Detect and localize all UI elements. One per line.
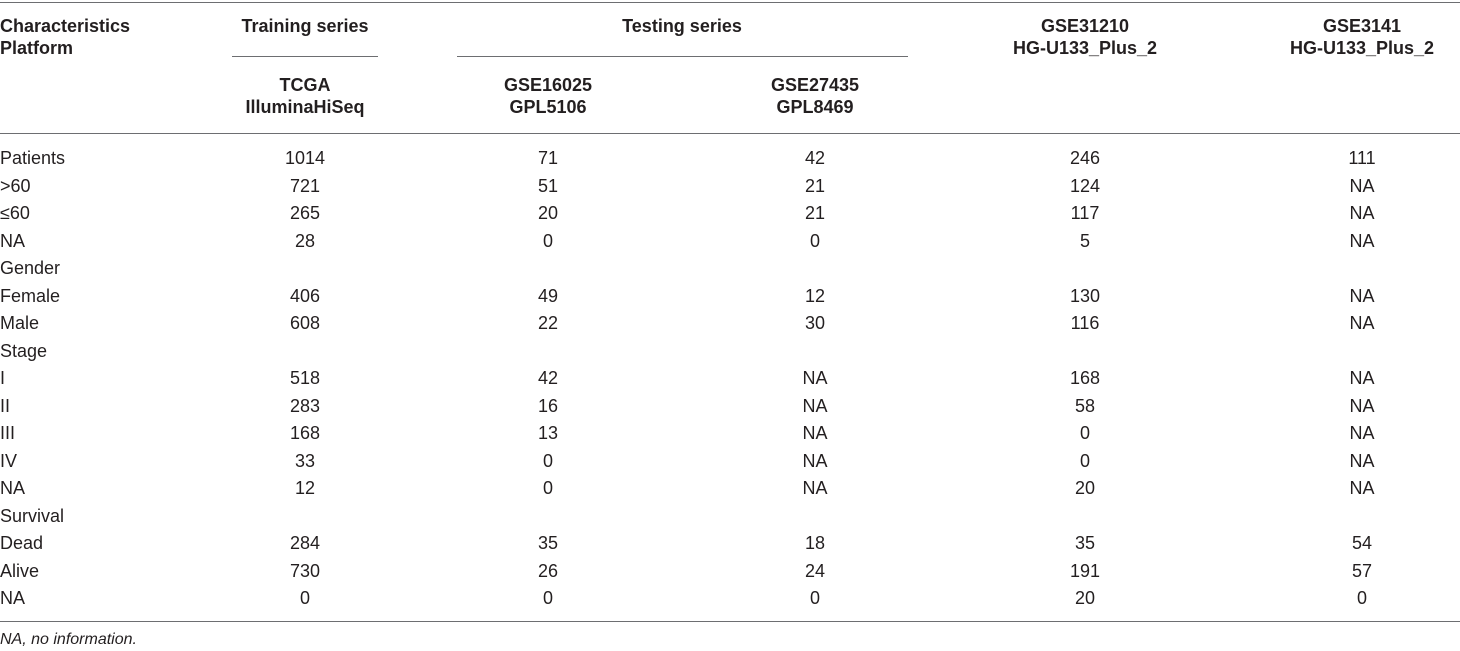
- table-footnote: NA, no information.: [0, 631, 137, 648]
- section-label: Stage: [0, 341, 48, 361]
- row-label: Patients: [0, 148, 66, 168]
- training-series-underline: [232, 56, 378, 57]
- cell-gse27435: 0: [809, 231, 820, 251]
- cell-gse31210: 117: [1070, 203, 1100, 223]
- cell-gse27435: NA: [802, 423, 828, 443]
- cell-gse31210: 124: [1069, 176, 1101, 196]
- row-label: IV: [0, 451, 18, 471]
- header-gse3141-name: GSE3141: [1322, 16, 1402, 36]
- header-gse31210-name: GSE31210: [1040, 16, 1130, 36]
- row-label: NA: [0, 231, 26, 251]
- cell-gse3141: NA: [1349, 396, 1375, 416]
- cell-gse3141: NA: [1349, 231, 1375, 251]
- header-gse31210: [985, 15, 1185, 59]
- header-tcga-name: TCGA: [279, 75, 331, 95]
- header-gse27435-name: GSE27435: [770, 75, 860, 95]
- cell-gse27435: 21: [804, 176, 826, 196]
- cell-tcga: 721: [289, 176, 321, 196]
- cell-gse3141: NA: [1349, 478, 1375, 498]
- header-gse16025-name: GSE16025: [503, 75, 593, 95]
- header-platform-label: Platform: [0, 38, 74, 58]
- cell-gse31210: 191: [1069, 561, 1101, 581]
- cell-gse27435: 30: [804, 313, 826, 333]
- cell-gse3141: NA: [1349, 451, 1375, 471]
- cell-tcga: 1014: [284, 148, 326, 168]
- cell-gse27435: NA: [802, 368, 828, 388]
- header-gse16025: [448, 74, 648, 118]
- row-label: III: [0, 423, 16, 443]
- header-bottom-rule: [0, 133, 1460, 134]
- cell-tcga: 265: [289, 203, 321, 223]
- cell-gse16025: 16: [537, 396, 559, 416]
- row-label: Alive: [0, 561, 40, 581]
- cell-gse3141: NA: [1349, 423, 1375, 443]
- row-label: NA: [0, 478, 26, 498]
- row-label: II: [0, 396, 11, 416]
- row-label: >60: [0, 176, 31, 196]
- row-label: I: [0, 368, 6, 388]
- cell-gse31210: 0: [1079, 451, 1090, 471]
- cell-gse31210: 168: [1069, 368, 1101, 388]
- testing-series-underline: [457, 56, 908, 57]
- cell-gse3141: 111: [1348, 148, 1376, 168]
- cell-gse31210: 5: [1079, 231, 1090, 251]
- cell-tcga: 283: [289, 396, 321, 416]
- cell-gse27435: 12: [804, 286, 826, 306]
- cell-gse3141: NA: [1349, 368, 1375, 388]
- cell-gse31210: 246: [1069, 148, 1101, 168]
- cell-gse16025: 13: [537, 423, 559, 443]
- cell-gse3141: 54: [1351, 533, 1373, 553]
- cell-gse3141: 0: [1356, 588, 1367, 608]
- cell-gse31210: 20: [1074, 478, 1096, 498]
- header-gse27435-platform: GPL8469: [776, 97, 854, 117]
- cell-tcga: 730: [289, 561, 321, 581]
- header-tcga: [205, 74, 405, 118]
- cell-tcga: 168: [289, 423, 321, 443]
- cell-gse16025: 22: [537, 313, 559, 333]
- cell-tcga: 33: [294, 451, 316, 471]
- cell-gse27435: 21: [804, 203, 826, 223]
- cell-tcga: 518: [289, 368, 321, 388]
- header-gse27435: [715, 74, 915, 118]
- cell-gse31210: 20: [1074, 588, 1096, 608]
- header-gse3141-platform: HG-U133_Plus_2: [1289, 38, 1435, 58]
- cell-gse27435: 24: [804, 561, 826, 581]
- row-label: NA: [0, 588, 26, 608]
- cell-gse27435: NA: [802, 478, 828, 498]
- cell-gse16025: 0: [542, 478, 553, 498]
- row-label: Male: [0, 313, 40, 333]
- cell-gse27435: 0: [809, 588, 820, 608]
- cell-gse16025: 42: [537, 368, 559, 388]
- cell-gse16025: 20: [537, 203, 559, 223]
- cell-gse16025: 71: [537, 148, 559, 168]
- row-label: ≤60: [0, 203, 30, 223]
- cell-gse16025: 26: [537, 561, 559, 581]
- cell-gse3141: NA: [1349, 286, 1375, 306]
- section-label: Survival: [0, 506, 65, 526]
- cell-gse3141: 57: [1351, 561, 1373, 581]
- header-gse31210-platform: HG-U133_Plus_2: [1012, 38, 1158, 58]
- cell-gse31210: 0: [1079, 423, 1090, 443]
- cell-gse3141: NA: [1349, 203, 1375, 223]
- cell-gse16025: 49: [537, 286, 559, 306]
- cell-gse27435: 18: [804, 533, 826, 553]
- cell-tcga: 406: [289, 286, 321, 306]
- section-label: Gender: [0, 258, 61, 278]
- cell-gse16025: 0: [542, 588, 553, 608]
- cell-tcga: 608: [289, 313, 321, 333]
- cell-gse27435: NA: [802, 451, 828, 471]
- cell-tcga: 0: [299, 588, 310, 608]
- cell-gse31210: 130: [1069, 286, 1101, 306]
- cell-tcga: 12: [294, 478, 316, 498]
- header-gse3141: [1262, 15, 1460, 59]
- header-training-series: Training series: [241, 16, 369, 36]
- cell-tcga: 284: [289, 533, 321, 553]
- cell-gse31210: 58: [1074, 396, 1096, 416]
- cell-gse31210: 35: [1074, 533, 1096, 553]
- row-label: Dead: [0, 533, 44, 553]
- cell-gse16025: 35: [537, 533, 559, 553]
- cell-gse31210: 116: [1070, 313, 1100, 333]
- header-gse16025-platform: GPL5106: [509, 97, 587, 117]
- cell-tcga: 28: [294, 231, 316, 251]
- header-characteristics: [0, 15, 130, 59]
- cell-gse16025: 0: [542, 451, 553, 471]
- header-characteristics-label: Characteristics: [0, 16, 131, 36]
- table-bottom-rule: [0, 621, 1460, 622]
- cell-gse16025: 0: [542, 231, 553, 251]
- cell-gse3141: NA: [1349, 176, 1375, 196]
- cell-gse3141: NA: [1349, 313, 1375, 333]
- table-top-rule: [0, 2, 1460, 3]
- header-tcga-platform: IlluminaHiSeq: [245, 97, 365, 117]
- cell-gse27435: 42: [804, 148, 826, 168]
- cell-gse27435: NA: [802, 396, 828, 416]
- header-testing-series: Testing series: [622, 16, 742, 36]
- row-label: Female: [0, 286, 61, 306]
- cell-gse16025: 51: [537, 176, 559, 196]
